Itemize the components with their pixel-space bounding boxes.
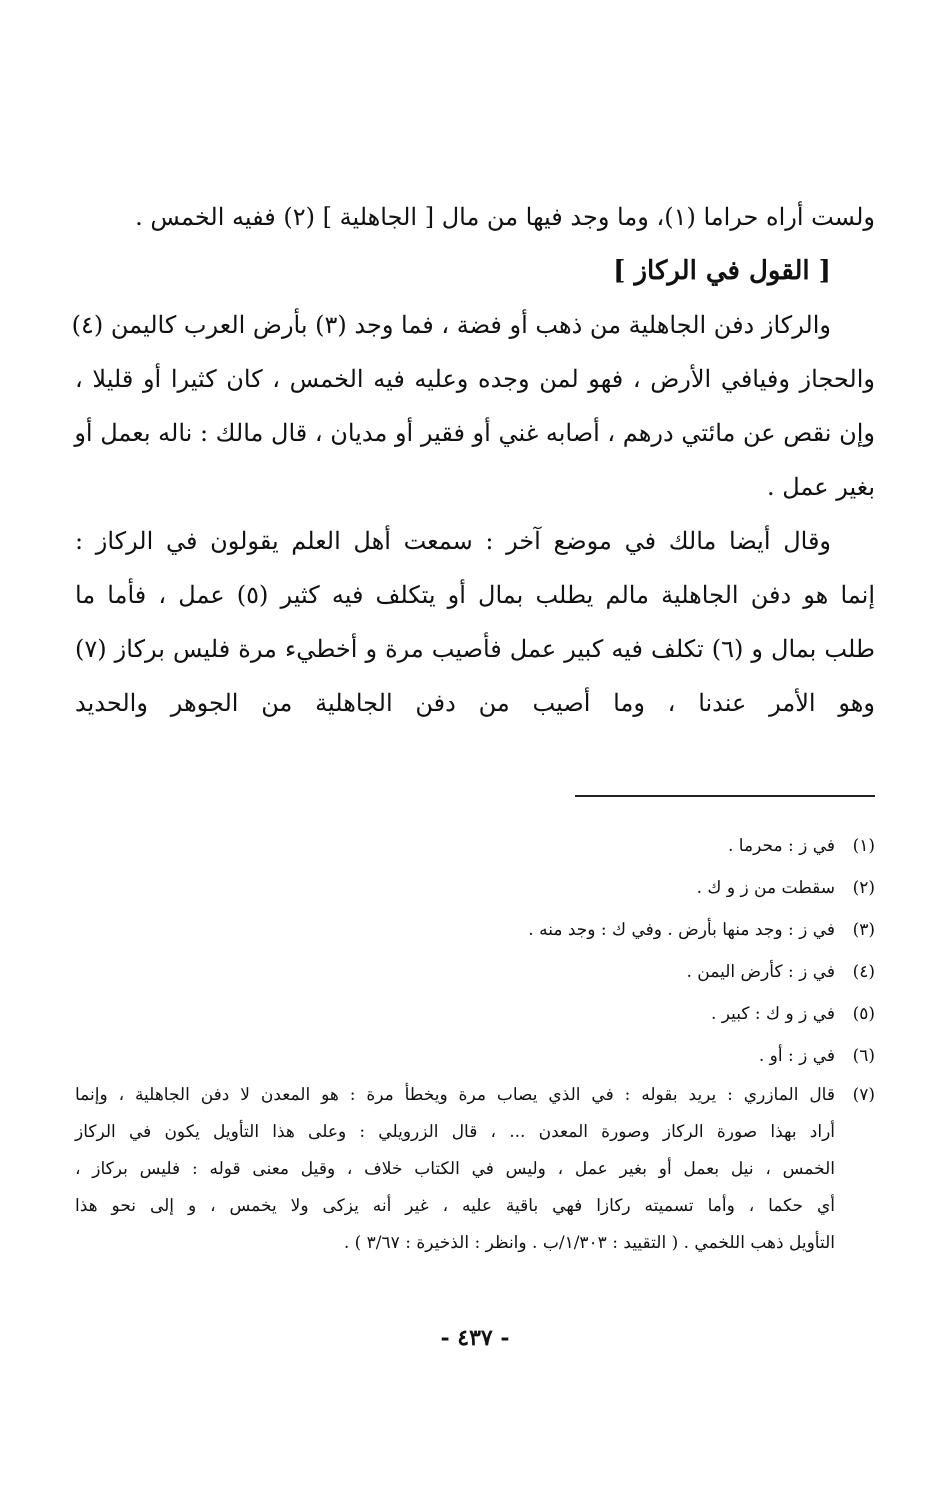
footnote-line: أي حكما ، وأما تسميته ركازا فهي باقية عليه ، غير أنه يزكى ولا يخمس ، و إلى نحو هذا	[75, 1196, 835, 1216]
text-line: وإن نقص عن مائتي درهم ، أصابه غني أو فقير أو مديان ، قال مالك : ناله بعمل أو	[74, 419, 875, 447]
footnote	[75, 867, 875, 909]
footnote-separator	[575, 795, 875, 797]
footnote	[75, 909, 875, 951]
footnote-number: (٥)	[852, 1004, 875, 1024]
main-text	[71, 190, 876, 730]
text-line: وقال أيضا مالك في موضع آخر : سمعت أهل العلم يقولون في الركاز :	[75, 527, 831, 555]
text-line: إنما هو دفن الجاهلية مالم يطلب بمال أو يتكلف فيه كثير (٥) عمل ، فأما ما	[75, 581, 876, 609]
footnote-number: (٦)	[852, 1046, 875, 1066]
section-heading: [ القول في الركاز ]	[613, 256, 831, 286]
footnote-long	[75, 1077, 875, 1262]
footnote-text: سقطت من ز و ك .	[696, 878, 835, 898]
footnote	[75, 951, 875, 993]
footnote-line: الخمس ، نيل بعمل أو بغير عمل ، وليس في الكتاب خلاف ، وقيل معنى قوله : فليس بركاز ،	[75, 1159, 835, 1179]
footnote-text: في ز و ك : كبير .	[710, 1004, 835, 1024]
text-line: والحجاز وفيافي الأرض ، فهو لمن وجده وعليه فيه الخمس ، كان كثيرا أو قليلا ،	[75, 365, 875, 393]
text-line: ولست أراه حراما (١)، وما وجد فيها من مال [ الجاهلية ] (٢) ففيه الخمس .	[135, 203, 875, 231]
footnote-number: (٣)	[852, 920, 875, 940]
text-line: وهو الأمر عندنا ، وما أصيب من دفن الجاهلية من الجوهر والحديد	[75, 689, 875, 717]
footnote-line: أراد بهذا صورة الركاز وصورة المعدن ... ، قال الزرويلي : وعلى هذا التأويل يكون في الركاز	[75, 1122, 835, 1142]
footnote-number: (٧)	[852, 1085, 875, 1105]
page-number: - ٤٣٧ -	[440, 1325, 510, 1351]
footnote-text: في ز : وجد منها بأرض . وفي ك : وجد منه .	[528, 920, 835, 940]
footnote-number: (٢)	[852, 878, 875, 898]
footnote-number: (٤)	[852, 962, 875, 982]
footnote	[75, 1035, 875, 1077]
footnote-text: في ز : محرما .	[728, 836, 835, 856]
text-line: بغير عمل .	[767, 473, 875, 501]
footnote-line: قال المازري : يريد بقوله : في الذي يصاب مرة ويخطأ مرة : هو المعدن لا دفن الجاهلية ، وإنما	[75, 1085, 835, 1105]
footnote	[75, 993, 875, 1035]
text-line: طلب بمال و (٦) تكلف فيه كبير عمل فأصيب مرة و أخطيء مرة فليس بركاز (٧)	[75, 635, 875, 663]
footnote-text: في ز : كأرض اليمن .	[686, 962, 835, 982]
footnote-body	[75, 1077, 835, 1262]
footnotes	[75, 825, 875, 1262]
footnote	[75, 825, 875, 867]
footnote-line: التأويل ذهب اللخمي . ( التقييد : ١/٣٠٣/ب . وانظر : الذخيرة : ٣/٦٧ ) .	[343, 1233, 835, 1253]
footnote-text: في ز : أو .	[758, 1046, 835, 1066]
text-line: والركاز دفن الجاهلية من ذهب أو فضة ، فما وجد (٣) بأرض العرب كاليمن (٤)	[71, 311, 831, 339]
footnote-number: (١)	[852, 836, 875, 856]
